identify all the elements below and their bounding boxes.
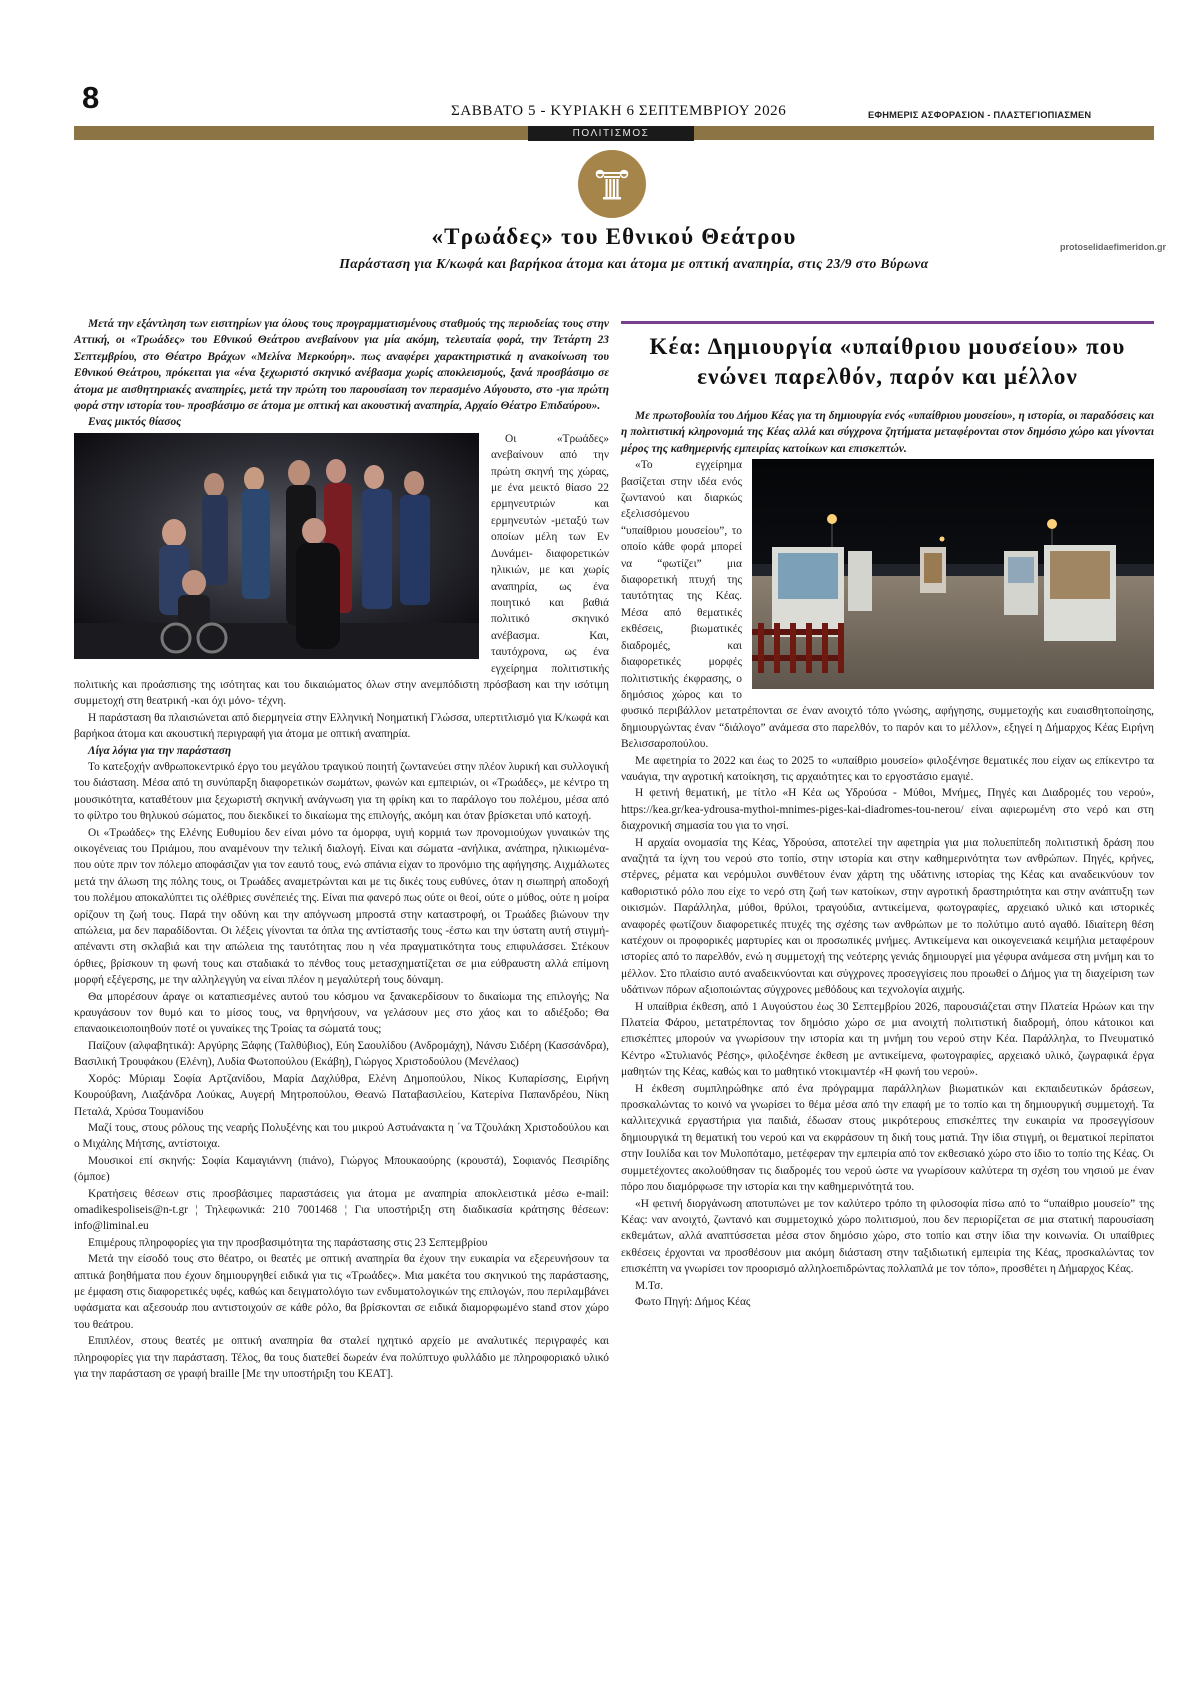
page-number: 8 [82, 80, 100, 115]
kea-article-headline: Κέα: Δημιουργία «υπαίθριου μουσείου» που ενώνει παρελθόν, παρόν και μέλλον [649, 334, 1126, 389]
paragraph: «Η φετινή διοργάνωση αποτυπώνει με τον καλύτερο τρόπο τη φιλοσοφία πίσω από το “υπαίθριο μουσείο” της Κέας: ναν ανοιχτό, ζωντανό και συμμετοχικό χώρο πολιτισμού, που δεν περιορίζεται σε μια στατική παρουσίαση εκθεμάτων, αλλά αναπτύσσεται μέσα στον δημόσιο χώρο, στο τοπίο και στην ίδια την κοινωνία. Οι υπαίθριες εκθέσεις έρχονται να προσθέσουν μια ακόμη διάσταση στην ταξιδιωτική εμπειρία της Κέας, προσκαλώντας τον επισκέπτη να γνωρίσει τον προορισμό αλληλοεπιδρώντας πολλαπλά με τον τόπο», προσθέτει η Δήμαρχος Κέας. [621, 1197, 1154, 1276]
paragraph: Η έκθεση συμπληρώθηκε από ένα πρόγραμμα παράλληλων βιωματικών και εκπαιδευτικών δράσεων, προσκαλώντας το κοινό να γνωρίσει το θέμα μέσα από την επαφή με το τοπίο και τη δημιουργική συμμετοχή. Τα καλλιτεχνικά εργαστήρια για παιδιά, έδωσαν στους μικρότερους επισκέπτες την ευκαιρία να προσεγγίσουν δημιουργικά τη θεματική του νερού και να εκφράσουν τη δική τους ματιά. Την ίδια στιγμή, οι θεματικοί περίπατοι στην Ιουλίδα και τον Μυλοπόταμο, μετέφεραν την εμπειρία από τον εκθεσιακό χώρο στο ίδιο το τοπίο της Κέας. Οι συμμετέχοντες ακολούθησαν τις διαδρομές του νερού ώστε να γνωρίσουν καλύτερα τη σχέση του νησιού με έναν πόρο που διαμόρφωσε την ιστορία και την καθημερινότητά του. [621, 1082, 1154, 1194]
paragraph: Το κατεξοχήν ανθρωποκεντρικό έργο του μεγάλου τραγικού ποιητή ζωντανεύει στην πλέον λυρική και συλλογική του διάσταση. Μέσα από τη συνύπαρξη διαφορετικών σωμάτων, φωνών και εμπειριών, οι «Τρωάδες», με κέντρο τη μουσικότητα, καταθέτουν μια ξεχωριστή σκηνική ανάγνωση για τη φρίκη και το παράλογο του πολέμου, μέσα από το φίλτρο του θηλυκού σώματος, που διεκδικεί το δικαίωμα της επιλογής, ακόμη και όταν βρίσκεται υπό κατοχή. [74, 760, 609, 823]
troades-article-body [74, 316, 609, 1382]
kea-article-body [621, 316, 1154, 1310]
article-headline: «Τρωάδες» του Εθνικού Θεάτρου [431, 224, 797, 249]
source-watermark: protoselidaefimeridon.gr [1060, 242, 1167, 252]
paragraph: Οι «Τρωάδες» ανεβαίνουν από την πρώτη σκηνή της χώρας, με ένα μεικτό θίασο 22 ερμηνευτριών και ερμηνευτών -μεταξύ των οποίων μέλη των Εν Δυνάμει- διαφορετικών ηλικιών, με και χωρίς αναπηρία, ως ένα ποιητικό και βαθιά πολιτικό σκηνικό ανέβασμα. Και, ταυτόχρονα, ως ένα εγχείρημα πολιτιστικής πολιτικής και προάσπισης της ισότητας και του δικαιώματος όλων στην ανεμπόδιστη πρόσβαση και την ισότιμη συμμετοχή στη θεατρική -και όχι μόνο- τέχνη. [74, 432, 609, 708]
newspaper-masthead: ΕΦΗΜΕΡΙΣ ΑΣΦΟΡΑΣΙΟΝ - ΠΛΑΣΤΕΓΙΟΠΙΑΣΜΕΝ [868, 110, 1092, 121]
chorus-list: Χορός: Μύριαμ Σοφία Αρτζανίδου, Μαρία Δαχλύθρα, Ελένη Δημοπούλου, Νίκος Κυπαρίσσης, Ειρήνη Κουρούβανη, Λιαξάνδρα Λούκας, Αυγερή Μητροπούλου, Θεανώ Παταβασιλείου, Κατερίνα Παπανδρέου, Νίκη Πεταλά, Χρύσα Τουμανίδου [74, 1072, 609, 1118]
paragraph: Η φετινή θεματική, με τίτλο «Η Κέα ως Υδρούσα - Μύθοι, Μνήμες, Πηγές και Διαδρομές του νερού», https://kea.gr/kea-ydrousa-mythoi-mnimes-piges-kai-diadromes-tou-nerou/ είναι αφιερωμένη στο νερό και στη διαχρονική σημασία του για το νησί. [621, 787, 1154, 833]
kea-article-lead: Με πρωτοβουλία του Δήμου Κέας για τη δημιουργία ενός «υπαίθριου μουσείου», η ιστορία, οι παραδόσεις και η πολιτιστική κληρονομιά της Κέας αλλά και σύγχρονα ζητήματα μεταφέρονται στον δημόσιο χώρο και γίνονται μέρος της καθημερινής εμπειρίας κατοίκων και επισκεπτών. [621, 410, 1154, 455]
subheading-about: Λίγα λόγια για την παράσταση [88, 744, 232, 757]
paragraph: Επιπλέον, στους θεατές με οπτική αναπηρία θα σταλεί ηχητικό αρχείο με αναλυτικές περιγραφές και πληροφορίες για την παράσταση. Τέλος, θα τους διατεθεί δωρεάν ένα πολύπτυχο φυλλάδιο με πληροφοριακό υλικό για την παράσταση σε γραφή braille [Με την υποστήριξη του ΚΕΑΤ]. [74, 1335, 609, 1380]
paragraph: Η παράσταση θα πλαισιώνεται από διερμηνεία στην Ελληνική Νοηματική Γλώσσα, υπερτιτλισμό για Κ/κωφά και βαρήκοα άτομα και ακουστική περιγραφή για άτομα με οπτική αναπηρία. [74, 711, 609, 741]
issue-date: ΣΑΒΒΑΤΟ 5 - ΚΥΡΙΑΚΗ 6 ΣΕΠΤΕΜΒΡΙΟΥ 2026 [451, 103, 787, 119]
paragraph: «Το εγχείρημα βασίζεται στην ιδέα ενός ζωντανού και διαρκώς εξελισσόμενου “υπαίθριου μουσείου”, το οποίο κάθε φορά μπορεί να “φωτίζει” μια διαφορετική πτυχή της ταυτότητας της Κέας. Μέσα από θεματικές εκθέσεις, βιωματικές διαδρομές, και διαφορετικές μορφές πολιτιστικής έκφρασης, ο δημόσιος χώρος και το φυσικό περιβάλλον μετατρέπονται σε έναν ανοιχτό τόπο γνώσης, αφήγησης, συμμετοχής και ευαισθητοποίησης, δημιουργώντας έναν “διάλογο” ανάμεσα στο παρελθόν, το παρόν και το μέλλον», εξηγεί η Δήμαρχος Κέας Ειρήνη Βελισσαροπούλου. [621, 459, 1154, 751]
musicians-list: Μουσικοί επί σκηνής: Σοφία Καμαγιάννη (πιάνο), Γιώργος Μπουκαούρης (κρουστά), Σοφιανός Πεσιρίδης (όμποε) [74, 1154, 609, 1184]
paragraph: Επιμέρους πληροφορίες για την προσβασιμότητα της παράστασης στις 23 Σεπτεμβρίου [88, 1236, 488, 1249]
subheading-cast: Ενας μικτός θίασος [88, 416, 182, 429]
paragraph: Οι «Τρωάδες» της Ελένης Ευθυμίου δεν είναι μόνο τα όμορφα, υγιή κορμιά των προνομιούχων γυναικών της οικογένειας του Πριάμου, που αναμένουν την τελική διαλογή. Είναι και σώματα -ανήλικα, ανάπηρα, ηλικιωμένα- που ούτε πριν τον πόλεμο αποφάσιζαν για τον εαυτό τους, ενώ σπάνια είχαν το προνόμιο της αφήγησης. Αιχμάλωτες μετά την άλωση της πόλης τους, οι Τρωάδες αναμετρώνται και με τις δικές τους ευθύνες, όταν η σιωπηρή αποδοχή του πολέμου αποκαλύπτει τις ολέθριες συνέπειές της. Είναι πια φανερό πως ούτε οι θεοί, ούτε ο μύθος, ούτε η μοίρα ορίζουν τη ζωή τους. Παρά την οδύνη και την απόγνωση μπροστά στην καταστροφή, οι Τρωάδες βιώνουν την απώλεια, μα δεν παραδίδονται. Οι λέξεις γίνονται τα όπλα της αντίστασής τους -έστω και την ύστατη αυτή στιγμή- απέναντι στη σκλαβιά και την απώλεια της ταυτότητας που η νέα πραγματικότητα τους επιφυλάσσει. Στέκουν όρθιες, βρίσκουν τη φωνή τους και σταδιακά το πένθος τους μετασχηματίζεται σε μια εύθραυστη αλλά επίμονη μορφή εξέγερσης, με την αλληλεγγύη να είναι πλέον η μεγαλύτερή τους δύναμη. [74, 826, 609, 987]
paragraph: Με αφετηρία το 2022 και έως το 2025 το «υπαίθριο μουσείο» φιλοξένησε θεματικές που είχαν ως επίκεντρο τα ναυάγια, την αγροτική κατοίκηση, τις αρχαιότητες και το εργοστάσιο εμαγιέ. [621, 754, 1154, 783]
column-glyph [590, 162, 634, 206]
troades-stage-photo [74, 433, 479, 659]
paragraph: Η υπαίθρια έκθεση, από 1 Αυγούστου έως 30 Σεπτεμβρίου 2026, παρουσιάζεται στην Πλατεία Ηρώων και την Πλατεία Φάρου, μετατρέποντας τον δημόσιο χώρο σε μια ανοιχτή πολιτιστική διαδρομή, όπου κάτοικοι και επισκέπτες μπορούν να γνωρίσουν την ιστορία και τη μνήμη του νερού στην Κέα. Παράλληλα, το Πνευματικό Κέντρο «Στυλιανός Ρέσης», φιλοξένησε έκθεση με αντικείμενα, φωτογραφίες, αρχειακό υλικό, ζωγραφικά έργα μαθητών της Κέας, καθώς και το μαθητικό ντοκιμαντέρ «Η φωνή του νερού». [621, 1000, 1154, 1079]
author-signature: Μ.Τσ. [635, 1279, 664, 1292]
article-lead: Μετά την εξάντληση των εισιτηρίων για όλους τους προγραμματισμένους σταθμούς της περιοδείας τους στην Αττική, οι «Τρωάδες» του Εθνικού Θεάτρου ανεβαίνουν για μία ακόμη, τελευταία φορά, την Τετάρτη 23 Σεπτεμβρίου, στο Θέατρο Βράχων «Μελίνα Μερκούρη». πως αναφέρει χαρακτηριστικά η ανακοίνωση του Εθνικού Θεάτρου, πρόκειται για «ένα ξεχωριστό σκηνικό ανέβασμα χωρίς αποκλεισμούς, ξανά προσβάσιμο σε άτομα με αισθητηριακές αναπηρίες, μετά την πρώτη του παρουσίαση τον περασμένο Αύγουστο, στο -για πρώτη φορά στην ιστορία του- προσβάσιμο σε άτομα με οπτική και ακουστική αναπηρία, Αρχαίο Θέατρο Επιδαύρου». [74, 318, 609, 413]
paragraph: Θα μπορέσουν άραγε οι καταπιεσμένες αυτού του κόσμου να ξανακερδίσουν το δικαίωμα της επιλογής; Να κραυγάσουν τον θυμό και το μίσος τους, να θρηνήσουν, να γελάσουν μες στο χάος και το αδιέξοδο; Θα επαναοικειοποιηθούν ποτέ οι γυναίκες της Τροίας τα σώματά τους; [74, 990, 609, 1036]
article-subheadline: Παράσταση για Κ/κωφά και βαρήκοα άτομα και άτομα με οπτική αναπηρία, στις 23/9 στο Βύρωνα [339, 256, 929, 271]
paragraph: Η αρχαία ονομασία της Κέας, Υδρούσα, αποτελεί την αφετηρία για μια πολυεπίπεδη πολιτιστική δράση που αναζητά τα ίχνη του νερού στο τοπίο, στην ιστορία και στην καθημερινότητα των ανθρώπων. Πηγές, κρήνες, στέρνες, ρέματα και νερόμυλοι συνθέτουν έναν χάρτη της υδάτινης ιστορίας της Κέας και αναδεικνύουν τον καθοριστικό ρόλο που είχε το νερό στη ζωή των κατοίκων, στην αγροτική δραστηριότητα και στην ανάπτυξη των οικισμών. Παράλληλα, μύθοι, θρύλοι, τραγούδια, αντικείμενα, φωτογραφίες, αρχειακό υλικό και ιστορικές αναφορές φωτίζουν διαφορετικές πτυχές της σχέσης των ανθρώπων με το πολύτιμο αυτό αγαθό. Ιδιαίτερη θέση κατέχουν οι προφορικές μαρτυρίες και οι προσωπικές μνήμες. Αντικείμενα και οικογενειακά κειμήλια μεταφέρουν ιστορίες από το παρελθόν, ενώ η συμμετοχή της νεότερης γενιάς δημιουργεί μια γέφυρα ανάμεσα στη μνήμη και το μέλλον. Στο πλαίσιο αυτό αναδεικνύονται και σύγχρονες προσεγγίσεις που προωθεί ο Δήμος για τη διαχείριση των υδάτινων πόρων αξιοποιώντας σύγχρονες μεθόδους και τεχνολογία αιχμής. [621, 836, 1154, 997]
theatre-scene-image [74, 433, 479, 659]
section-label: ΠΟΛΙΤΙΣΜΟΣ [528, 126, 694, 141]
booking-info: Κρατήσεις θέσεων στις προσβάσιμες παραστάσεις για άτομα με αναπηρία αποκλειστικά μέσω e-mail: omadikespoliseis@n-t.gr ¦ Τηλεφωνικά: 210 7001468 ¦ Για υποστήριξη στη διαδικασία κράτησης θέσεων: info@liminal.eu [74, 1187, 609, 1233]
photo-credit: Φωτο Πηγή: Δήμος Κέας [635, 1295, 751, 1308]
cast-list: Παίζουν (αλφαβητικά): Αργύρης Ξάφης (Ταλθύβιος), Εύη Σαουλίδου (Ανδρομάχη), Νάνσυ Σιδέρη (Κασσάνδρα), Βασιλική Τρουφάκου (Ελένη), Λυδία Φωτοπούλου (Εκάβη), Γιώργος Χριστοδούλου (Μενέλαος) [74, 1039, 609, 1069]
ionic-column-icon [578, 150, 646, 218]
article-divider [621, 321, 1154, 324]
paragraph: Μαζί τους, στους ρόλους της νεαρής Πολυξένης και του μικρού Αστυάνακτα η ΄να Τζουλάκη Χριστοδούλου και ο Μιχάλης Μήτσης, αντίστοιχα. [74, 1121, 609, 1151]
paragraph: Μετά την είσοδό τους στο θέατρο, οι θεατές με οπτική αναπηρία θα έχουν την ευκαιρία να εξερευνήσουν τα απτικά βοηθήματα που έχουν δημιουργηθεί ειδικά για τις «Τρωάδες». Μια μακέτα του σκηνικού της παράστασης, με έμφαση στις διαφορετικές υφές, καθώς και δειγματολόγιο των ενδυματολογικών της επιλογών, που περιλαμβάνει υφάσματα και αξεσουάρ που αντιστοιχούν σε κάθε ρόλο, θα βρίσκονται σε ειδικά διαμορφωμένο stand στον χώρο του θεάτρου. [74, 1253, 609, 1331]
outdoor-exhibition-image [752, 459, 1154, 689]
kea-open-air-museum-photo [752, 459, 1154, 689]
